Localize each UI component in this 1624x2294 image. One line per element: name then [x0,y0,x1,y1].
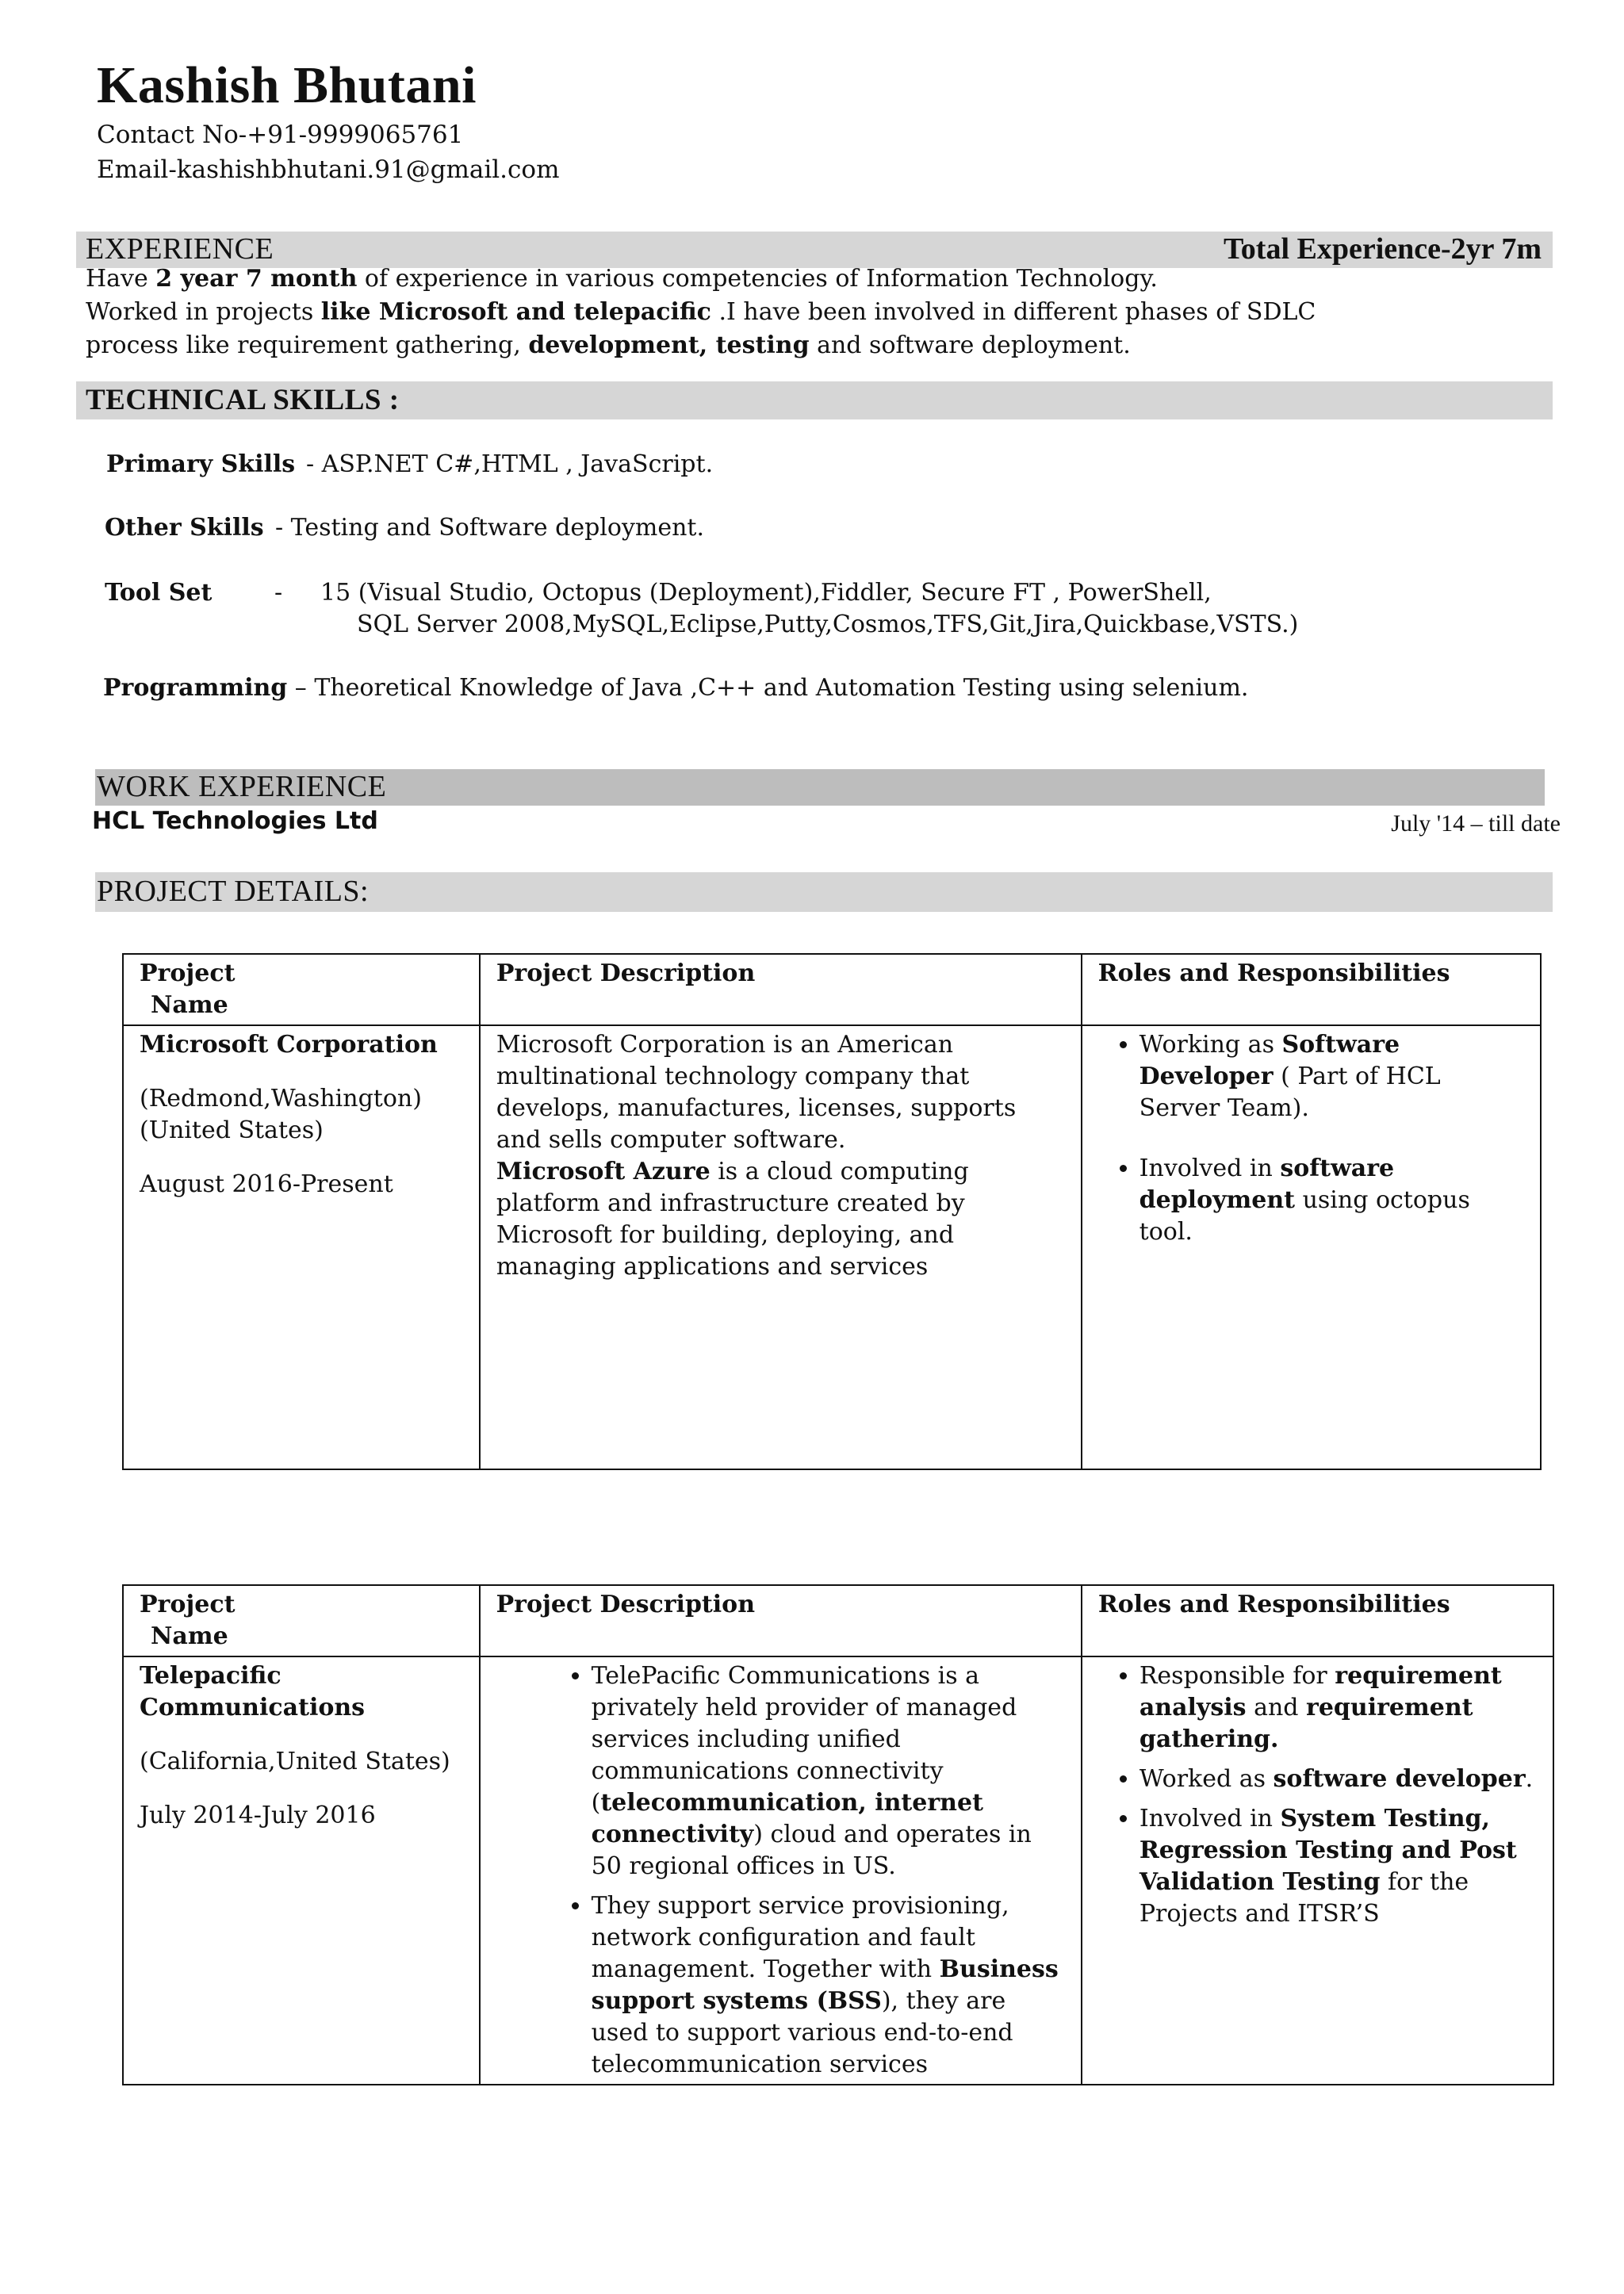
project-name-header: Project Name [123,1585,480,1656]
experience-line-3: process like requirement gathering, development, testing and software deployment. [86,331,1131,359]
project-description-cell [480,1025,1082,1469]
project-description-1: Microsoft Corporation is an American multinational technology company that develops, manufactures, licenses, supports and sells computer software. [496,1031,1017,1154]
programming-line: Programming – Theoretical Knowledge of Java ,C++ and Automation Testing using selenium. [103,674,1249,702]
technical-skills-band [76,381,1553,419]
list-item: • They support service provisioning, network configuration and fault management. Together with Business support systems (BSS), they are used to support various end-to-end telecommunication services [592,1890,1065,2081]
list-item: • TelePacific Communications is a privately held provider of managed services including unified communications connectivity (telecommunication, internet connectivity) cloud and operates in 50 regional offices in US. [592,1660,1065,1882]
project-period: July 2014-July 2016 [140,1802,376,1829]
list-item: • Involved in System Testing, Regression Testing and Post Validation Testing for the Projects and ITSR’S [1139,1803,1537,1930]
table-row [123,1025,1541,1469]
other-skills-label: Other Skills [105,514,264,542]
project-name: Microsoft Corporation [140,1031,438,1059]
project-period: August 2016-Present [140,1170,393,1198]
total-experience: Total Experience-2yr 7m [1223,232,1542,266]
primary-skills-value: - ASP.NET C#,HTML , JavaScript. [306,450,714,478]
project-location: (California,United States) [140,1748,450,1775]
technical-skills-heading: TECHNICAL SKILLS : [86,384,400,416]
table-header-row [123,954,1541,1025]
experience-heading: EXPERIENCE [86,232,274,266]
project-name-cell [123,1025,480,1469]
primary-skills-label: Primary Skills [106,450,296,478]
toolset-label: Tool Set [105,579,213,607]
roles-header: Roles and Responsibilities [1082,954,1541,1025]
project-location-1: (Redmond,Washington) [140,1085,422,1113]
candidate-name: Kashish Bhutani [97,56,477,114]
list-item: • Involved in software deployment using octopus tool. [1139,1153,1524,1248]
project-details-band [95,872,1553,912]
work-experience-heading: WORK EXPERIENCE [97,770,387,803]
project-name-cell [123,1656,480,2085]
experience-line-2: Worked in projects like Microsoft and telepacific .I have been involved in different phases of SDLC [86,298,1316,326]
experience-line-1: Have 2 year 7 month of experience in various competencies of Information Technology. [86,265,1158,293]
toolset-line-1: 15 (Visual Studio, Octopus (Deployment),Fiddler, Secure FT , PowerShell, [320,579,1212,607]
roles-cell [1082,1025,1541,1469]
list-item: • Responsible for requirement analysis and requirement gathering. [1139,1660,1537,1756]
project-description-2: Microsoft Azure is a cloud computing platform and infrastructure created by Microsoft for building, deploying, and managing applications and services [496,1158,969,1281]
project-table-2 [122,1584,1554,2085]
work-experience-band [95,769,1545,806]
roles-cell [1082,1656,1553,2085]
company-name: HCL Technologies Ltd [92,807,378,835]
list-item: • Worked as software developer. [1139,1764,1537,1795]
project-table-1 [122,953,1542,1470]
project-name: Telepacific Communications [140,1662,366,1721]
roles-header: Roles and Responsibilities [1082,1585,1553,1656]
table-header-row [123,1585,1553,1656]
project-description-header: Project Description [480,1585,1082,1656]
employment-dates: July '14 – till date [1391,810,1561,837]
project-name-header: Project Name [123,954,480,1025]
project-location-2: (United States) [140,1116,324,1144]
experience-band [76,232,1553,268]
other-skills-value: - Testing and Software deployment. [275,514,705,542]
table-row [123,1656,1553,2085]
toolset-dash: - [274,579,283,607]
project-details-heading: PROJECT DETAILS: [97,875,370,908]
contact-number: Contact No-+91-9999065761 [97,121,464,149]
email-address: Email-kashishbhutani.91@gmail.com [97,155,560,184]
toolset-line-2: SQL Server 2008,MySQL,Eclipse,Putty,Cosmos,TFS,Git,Jira,Quickbase,VSTS.) [357,611,1299,638]
list-item: • Working as Software Developer ( Part of HCL Server Team). [1139,1029,1524,1124]
project-description-cell [480,1656,1082,2085]
project-description-header: Project Description [480,954,1082,1025]
